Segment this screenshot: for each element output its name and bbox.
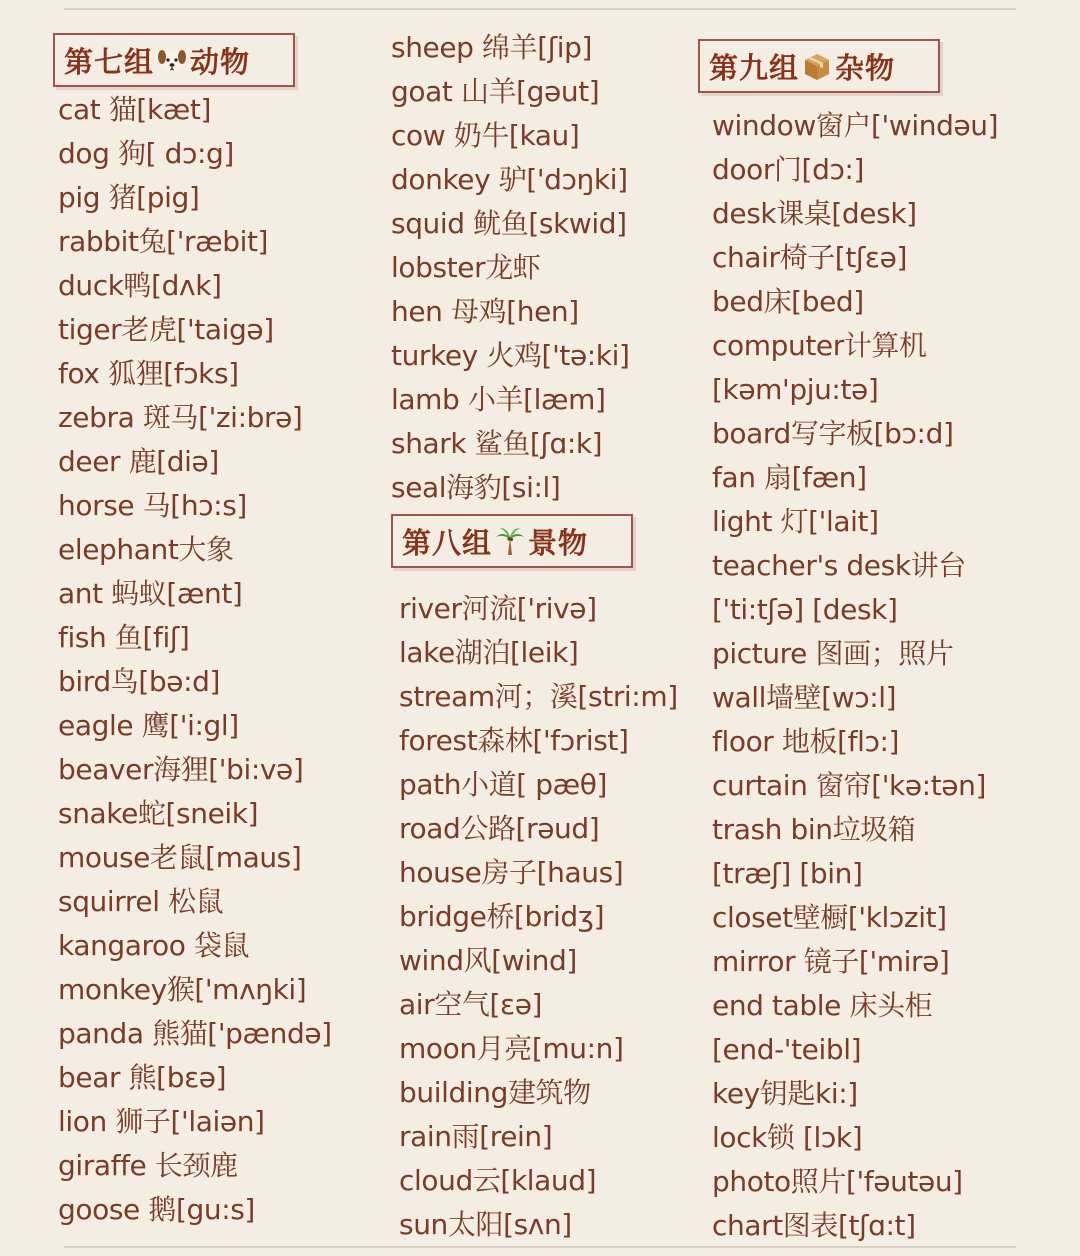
vocab-entry: squirrel 松鼠: [58, 885, 224, 918]
vocab-entry: duck鸭[dʌk]: [58, 269, 222, 302]
vocab-entry: bed床[bed]: [712, 285, 864, 318]
vocab-entry: [kəm'pju:tə]: [712, 373, 879, 406]
vocab-entry: stream河；溪[stri:m]: [399, 680, 678, 713]
package-box-icon: [801, 50, 833, 82]
vocab-entry: rabbit兔['ræbit]: [58, 225, 269, 258]
vocab-entry: sun太阳[sʌn]: [399, 1208, 572, 1241]
vocab-entry: river河流['rivə]: [399, 592, 597, 625]
vocab-entry: [end-'teibl]: [712, 1033, 862, 1066]
vocab-entry: closet壁橱['klɔzit]: [712, 901, 947, 934]
group8-title-number: 第八组: [402, 525, 493, 560]
vocab-entry: giraffe 长颈鹿: [58, 1149, 238, 1182]
vocab-entry: board写字板[bɔ:d]: [712, 417, 954, 450]
vocab-entry: trash bin垃圾箱: [712, 813, 916, 846]
vocab-entry: fish 鱼[fiʃ]: [58, 621, 190, 654]
group7-heading: [53, 33, 295, 87]
vocab-entry: floor 地板[flɔ:]: [712, 725, 900, 758]
vocab-entry: wall墙壁[wɔ:l]: [712, 681, 897, 714]
vocab-entry: bear 熊[bɛə]: [58, 1061, 227, 1094]
vocab-entry: door门[dɔ:]: [712, 153, 864, 186]
vocab-entry: deer 鹿[diə]: [58, 445, 219, 478]
group9-heading: [698, 39, 940, 93]
vocab-entry: photo照片['fəutəu]: [712, 1165, 963, 1198]
vocab-entry: ['ti:tʃə] [desk]: [712, 593, 898, 626]
vocab-entry: path小道[ pæθ]: [399, 768, 608, 801]
vocab-entry: lion 狮子['laiən]: [58, 1105, 265, 1138]
vocab-entry: computer计算机: [712, 329, 927, 362]
vocab-entry: turkey 火鸡['tə:ki]: [391, 339, 630, 372]
group8-word-list: [399, 587, 678, 1247]
group8-title-topic: 景物: [528, 525, 589, 560]
vocab-entry: ant 蚂蚁[ænt]: [58, 577, 243, 610]
group7-title-number: 第七组: [64, 44, 155, 79]
group9-title-number: 第九组: [709, 50, 800, 85]
dog-face-icon: [156, 44, 188, 76]
vocab-entry: pig 猪[pig]: [58, 181, 200, 214]
vocab-entry: hen 母鸡[hen]: [391, 295, 579, 328]
vocab-entry: [træʃ] [bin]: [712, 857, 863, 890]
vocab-entry: chart图表[tʃɑ:t]: [712, 1209, 916, 1242]
vocab-entry: wind风[wind]: [399, 944, 577, 977]
vocab-entry: desk课桌[desk]: [712, 197, 917, 230]
vocab-entry: goose 鹅[gu:s]: [58, 1193, 255, 1226]
palm-tree-icon: [494, 525, 526, 557]
vocab-entry: beaver海狸['bi:və]: [58, 753, 304, 786]
vocab-entry: bird鸟[bə:d]: [58, 665, 221, 698]
top-divider: [64, 8, 1016, 10]
vocab-entry: end table 床头柜: [712, 989, 933, 1022]
vocab-entry: lock锁 [lɔk]: [712, 1121, 863, 1154]
group7-word-list: [58, 88, 332, 1232]
vocab-entry: window窗户['windəu]: [712, 109, 999, 142]
vocab-entry: lamb 小羊[læm]: [391, 383, 606, 416]
vocab-entry: donkey 驴['dɔŋki]: [391, 163, 628, 196]
vocab-entry: seal海豹[si:l]: [391, 471, 561, 504]
vocab-entry: road公路[rəud]: [399, 812, 600, 845]
vocab-entry: rain雨[rein]: [399, 1120, 553, 1153]
vocab-entry: eagle 鹰['i:gl]: [58, 709, 239, 742]
vocab-entry: snake蛇[sneik]: [58, 797, 259, 830]
vocab-entry: cat 猫[kæt]: [58, 93, 211, 126]
vocab-entry: key钥匙ki:]: [712, 1077, 858, 1110]
vocab-entry: dog 狗[ dɔ:g]: [58, 137, 234, 170]
vocab-entry: air空气[ɛə]: [399, 988, 543, 1021]
vocab-entry: fox 狐狸[fɔks]: [58, 357, 239, 390]
vocab-entry: building建筑物: [399, 1076, 591, 1109]
vocab-entry: panda 熊猫['pændə]: [58, 1017, 332, 1050]
vocab-entry: shark 鲨鱼[ʃɑ:k]: [391, 427, 603, 460]
vocab-entry: squid 鱿鱼[skwid]: [391, 207, 627, 240]
vocab-entry: tiger老虎['taigə]: [58, 313, 274, 346]
vocab-entry: chair椅子[tʃɛə]: [712, 241, 907, 274]
group8-heading: [391, 514, 633, 568]
vocab-entry: moon月亮[mu:n]: [399, 1032, 624, 1065]
group9-word-list: [712, 104, 998, 1248]
group7-continued-list: [391, 26, 630, 510]
vocab-entry: curtain 窗帘['kə:tən]: [712, 769, 986, 802]
vocab-entry: mouse老鼠[maus]: [58, 841, 302, 874]
vocab-entry: sheep 绵羊[ʃip]: [391, 31, 593, 64]
vocab-entry: zebra 斑马['zi:brə]: [58, 401, 303, 434]
vocab-entry: mirror 镜子['mirə]: [712, 945, 950, 978]
vocab-entry: house房子[haus]: [399, 856, 624, 889]
vocab-entry: lobster龙虾: [391, 251, 541, 284]
vocab-entry: kangaroo 袋鼠: [58, 929, 250, 962]
vocab-entry: lake湖泊[leik]: [399, 636, 579, 669]
bottom-divider: [64, 1246, 1016, 1248]
vocab-entry: elephant大象: [58, 533, 234, 566]
vocab-entry: bridge桥[bridʒ]: [399, 900, 605, 933]
group7-title-topic: 动物: [190, 44, 251, 79]
group9-title-topic: 杂物: [835, 50, 896, 85]
vocab-entry: teacher's desk讲台: [712, 549, 966, 582]
vocab-entry: light 灯['lait]: [712, 505, 879, 538]
vocab-entry: picture 图画；照片: [712, 637, 954, 670]
vocab-entry: fan 扇[fæn]: [712, 461, 867, 494]
vocab-entry: forest森林['fɔrist]: [399, 724, 629, 757]
vocab-entry: monkey猴['mʌŋki]: [58, 973, 307, 1006]
vocab-entry: cloud云[klaud]: [399, 1164, 597, 1197]
vocab-entry: cow 奶牛[kau]: [391, 119, 580, 152]
vocab-entry: goat 山羊[gəut]: [391, 75, 600, 108]
vocab-entry: horse 马[hɔ:s]: [58, 489, 247, 522]
